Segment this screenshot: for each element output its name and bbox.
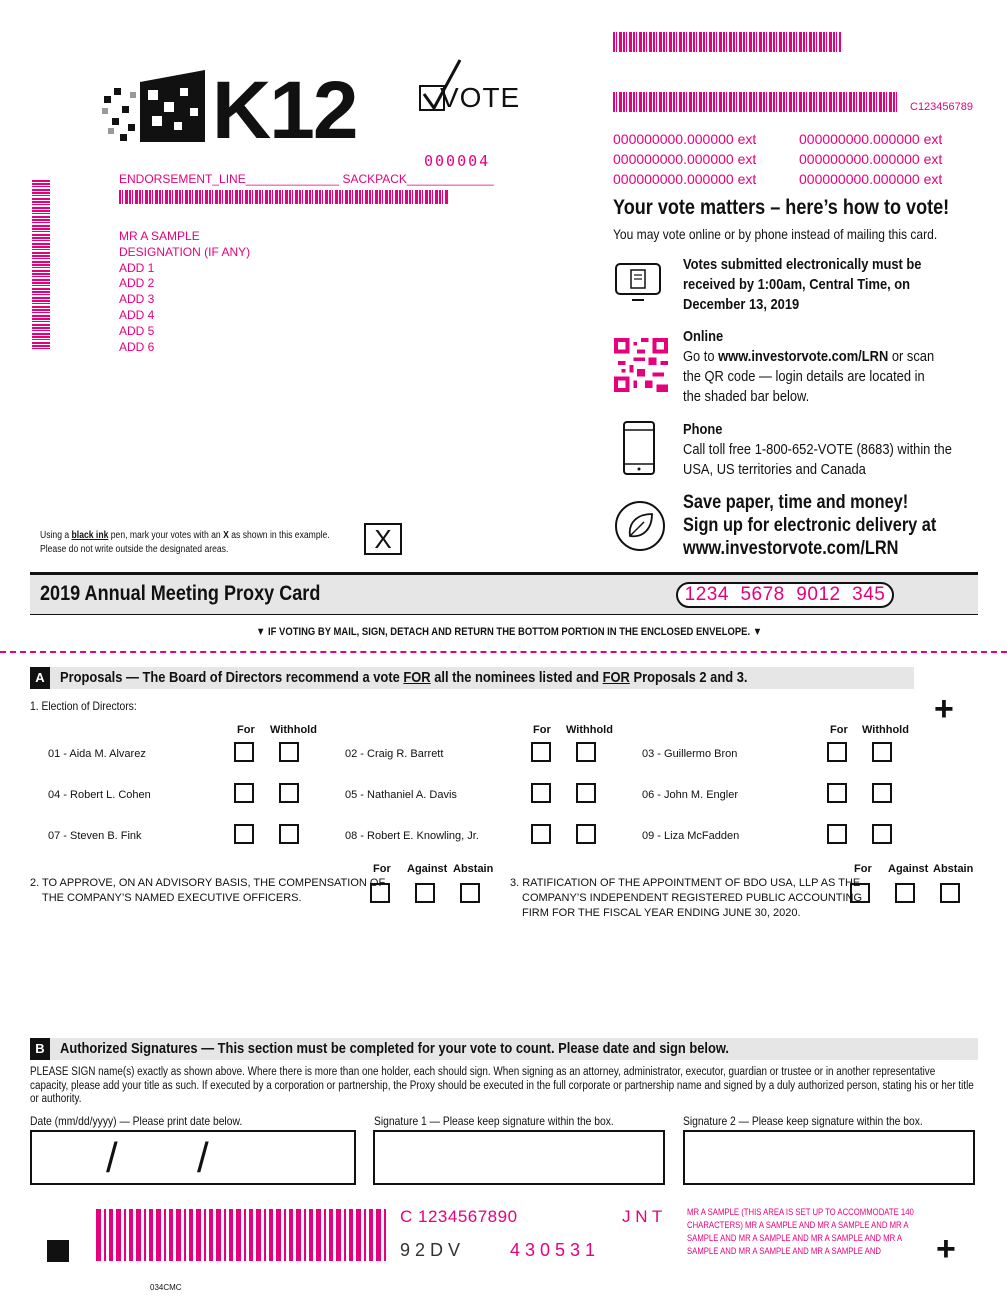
perforation-line [0,651,1007,653]
address-line: ADD 3 [119,292,155,307]
vote-headline: Your vote matters – here’s how to vote! [613,196,950,219]
for-checkbox[interactable] [531,824,551,844]
sig1-label: Signature 1 — Please keep signature within the box. [374,1114,614,1128]
mark-line-1 [40,529,330,543]
election-label: 1. Election of Directors: [30,699,137,713]
section-a-title [60,669,747,686]
section-a-for: FOR [602,669,630,686]
phone-title: Phone [683,421,723,438]
leaf-icon [614,500,666,552]
section-a-for: FOR [403,669,431,686]
nominee-label: 05 - Nathaniel A. Davis [345,789,457,801]
address-line: ADD 1 [119,260,155,275]
address-line: ADD 2 [119,276,155,291]
footer-code: C 1234567890 [400,1207,518,1226]
control-number: 1234 5678 9012 345 [676,582,894,608]
online-text-1: Go to [683,348,719,365]
for-checkbox[interactable] [370,883,390,903]
endorsement-text: ENDORSEMENT_LINE______________ [119,172,340,186]
ext-line: 000000000.000000 ext [799,151,943,167]
proposal-2-line: 2. TO APPROVE, ON AN ADVISORY BASIS, THE COMPENSATION OF [30,877,386,889]
footer-barcode [96,1209,386,1261]
date-slash: / [106,1134,118,1181]
sig2-label: Signature 2 — Please keep signature within the box. [683,1114,923,1128]
withhold-checkbox[interactable] [279,824,299,844]
nominee-label: 09 - Liza McFadden [642,830,740,842]
proposal-3-line: COMPANY’S INDEPENDENT REGISTERED PUBLIC ACCOUNTING [522,892,863,904]
withhold-checkbox[interactable] [279,742,299,762]
section-b-letter: B [30,1038,50,1060]
endorsement-line [119,172,494,186]
proposal-3-line: 3. RATIFICATION OF THE APPOINTMENT OF BDO USA, LLP AS THE [510,877,861,889]
mark-text-x: X [223,530,229,541]
vote-subline: You may vote online or by phone instead of mailing this card. [613,226,938,242]
online-text-2: or scan the QR code — login details are located in the shaded bar below. [683,348,935,405]
signature-2-field[interactable] [683,1130,975,1185]
footer-dv: 9 2 D V [400,1240,461,1260]
account-code: 000004 [424,152,491,170]
registration-mark [47,1240,69,1262]
nominee-label: 04 - Robert L. Cohen [48,789,151,801]
plus-mark-bottom: + [936,1230,956,1268]
for-checkbox[interactable] [234,824,254,844]
col-for: For [533,724,551,736]
col-withhold: Withhold [862,724,909,736]
ext-line: 000000000.000000 ext [613,151,757,167]
abstain-checkbox[interactable] [460,883,480,903]
pixel-logo-icon [100,62,220,152]
col-against: Against [407,863,448,875]
form-code: 034CMC [150,1283,182,1292]
footer-number: 4 3 0 5 3 1 [510,1240,596,1260]
address-block [119,229,250,355]
proposal-2 [30,876,385,906]
nominee-label: 07 - Steven B. Fink [48,830,142,842]
abstain-checkbox[interactable] [940,883,960,903]
footer-jnt: J N T [622,1207,663,1226]
company-logo [100,62,380,162]
top-barcode [613,32,841,52]
nominee-label: 08 - Robert E. Knowling, Jr. [345,830,479,842]
against-checkbox[interactable] [415,883,435,903]
proposal-3 [510,876,862,921]
vote-word: VOTE [440,82,521,113]
withhold-checkbox[interactable] [872,824,892,844]
save-title: Save paper, time and money! [683,492,909,513]
barcode-id: C123456789 [910,101,974,113]
withhold-checkbox[interactable] [576,824,596,844]
phone-block [683,420,958,480]
nominee-label: 02 - Craig R. Barrett [345,748,444,760]
for-checkbox[interactable] [827,742,847,762]
withhold-checkbox[interactable] [576,742,596,762]
qr-code-icon [613,338,669,392]
save-block [683,491,967,560]
for-checkbox[interactable] [827,824,847,844]
online-block [683,327,941,407]
save-text: Sign up for electronic delivery at [683,515,937,536]
save-url-link[interactable]: www.investorvote.com/LRN [683,538,899,559]
for-checkbox[interactable] [234,742,254,762]
card-title: 2019 Annual Meeting Proxy Card [40,582,321,605]
nominee-label: 03 - Guillermo Bron [642,748,738,760]
address-line: ADD 6 [119,339,155,354]
col-for: For [237,724,255,736]
section-a-title-part: Proposals 2 and 3. [629,669,748,686]
ext-lines-left [613,129,756,189]
section-b-title: Authorized Signatures — This section must be completed for your vote to count. Please date and sign below. [60,1040,729,1057]
nominee-label: 06 - John M. Engler [642,789,738,801]
withhold-checkbox[interactable] [576,783,596,803]
ext-line: 000000000.000000 ext [799,131,943,147]
col-withhold: Withhold [270,724,317,736]
date-field[interactable] [30,1130,356,1185]
id-barcode [613,92,899,112]
for-checkbox[interactable] [531,783,551,803]
col-for: For [830,724,848,736]
mark-text-bold: black ink [71,530,109,541]
col-for: For [373,863,391,875]
vote-logo [418,58,521,123]
ext-lines-right [799,129,942,189]
mark-line-2: Please do not write outside the designated areas. [40,544,229,555]
ext-line: 000000000.000000 ext [799,171,943,187]
example-mark: X [374,524,392,554]
address-line: ADD 4 [119,307,155,322]
deadline-text: Votes submitted electronically must be received by 1:00am, Central Time, on December 13, 2019 [683,256,922,313]
title-bar-bottom-rule [30,614,978,615]
online-text [683,347,941,407]
for-checkbox[interactable] [531,742,551,762]
address-line: MR A SAMPLE [119,229,200,243]
for-checkbox[interactable] [850,883,870,903]
against-checkbox[interactable] [895,883,915,903]
address-line: DESIGNATION (IF ANY) [119,244,251,259]
mark-text: as shown in this example. [228,530,330,541]
for-checkbox[interactable] [827,783,847,803]
online-url-link[interactable]: www.investorvote.com/LRN [718,348,889,365]
example-mark-box [364,523,402,555]
k12-wordmark: K12 [212,65,357,156]
plus-mark-top: + [934,690,954,728]
section-a-letter: A [30,667,50,689]
nominee-label: 01 - Aida M. Alvarez [48,748,146,760]
ext-line: 000000000.000000 ext [613,171,757,187]
proposal-2-line: THE COMPANY’S NAMED EXECUTIVE OFFICERS. [42,892,302,904]
detach-note: ▼ IF VOTING BY MAIL, SIGN, DETACH AND RETURN THE BOTTOM PORTION IN THE ENCLOSED ENVELOPE. ▼ [256,626,763,638]
mark-instructions [40,529,330,557]
postal-barcode [119,190,449,204]
phone-icon [622,420,656,476]
col-withhold: Withhold [566,724,613,736]
col-for: For [854,863,872,875]
monitor-icon [614,260,662,304]
for-checkbox[interactable] [234,783,254,803]
col-abstain: Abstain [453,863,494,875]
sackpack-text: SACKPACK_____________ [342,172,494,186]
online-title: Online [683,328,724,345]
ext-line: 000000000.000000 ext [613,131,757,147]
withhold-checkbox[interactable] [872,783,892,803]
phone-text: Call toll free 1-800-652-VOTE (8683) within the USA, US territories and Canada [683,441,952,478]
section-a-title-part: Proposals — The Board of Directors recommend a vote [60,669,404,686]
footer-sample-text: MR A SAMPLE (THIS AREA IS SET UP TO ACCOMMODATE 140 CHARACTERS) MR A SAMPLE AND MR A SAMPLE AND MR A SAMPLE AND MR A SAMPLE AND MR A SAMPLE AND MR A SAMPLE AND MR A SAMPLE AND MR A SAMPLE AND [687,1207,914,1256]
proposal-3-line: FIRM FOR THE FISCAL YEAR ENDING JUNE 30, 2020. [522,907,801,919]
withhold-checkbox[interactable] [279,783,299,803]
signing-instructions: PLEASE SIGN name(s) exactly as shown above. Where there is more than one holder, each should sign. When signing as an attorney, administrator, executor, guardian or trustee or in another representative capacity, please add your title as such. If executed by a corporation or partnership, the Proxy should be executed in the full corporate or partnership name and signed by a duly authorized person, stating his or her title or authority. [30,1066,974,1105]
section-a-title-part: all the nominees listed and [430,669,603,686]
signature-1-field[interactable] [373,1130,665,1185]
address-line: ADD 5 [119,323,155,338]
vertical-barcode [32,180,50,350]
mark-text: Using a [40,530,72,541]
date-slash: / [197,1134,209,1181]
col-against: Against [888,863,929,875]
date-label: Date (mm/dd/yyyy) — Please print date below. [30,1114,243,1128]
col-abstain: Abstain [933,863,974,875]
withhold-checkbox[interactable] [872,742,892,762]
mark-text: pen, mark your votes with an [108,530,224,541]
